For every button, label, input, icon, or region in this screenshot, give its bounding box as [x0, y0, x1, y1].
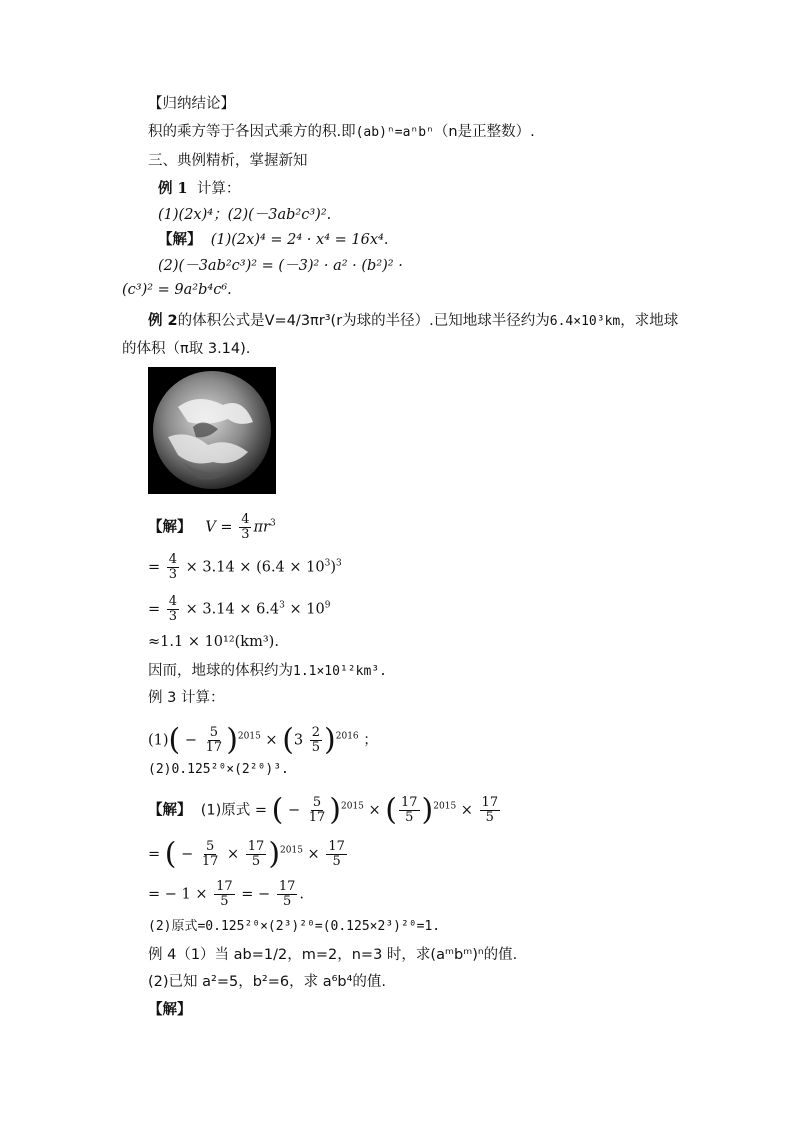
example-1-solution-2a: (2)(－3ab²c³)² = (－3)² · a² · (b²)² ·: [158, 258, 403, 274]
example-2-solution-1: 【解】 V = $\frac{4}{3}$ $\pi r^3$: [148, 512, 276, 542]
example-3-problem-1: (1)( − $\frac{5}{17}$ )$^{2015}$ × (3 $\frac{2}{5}$ )$^{2016}$ ；: [148, 722, 378, 758]
section-heading: 三、典例精析，掌握新知: [148, 153, 308, 169]
example-2-title: 例 2的体积公式是V=4/3πr³(r为球的半径）.已知地球半径约为6.4×10³km，求地球: [148, 313, 679, 329]
example-2-title-cont: 的体积（π取 3.14).: [122, 341, 251, 357]
conclusion-text: 积的乘方等于各因式乘方的积.即(ab)ⁿ=aⁿbⁿ（n是正整数）.: [148, 124, 535, 140]
example-2-solution-3: = $\frac{4}{3}$ × $3.14 \times 6.4^3 \times 10^9$: [148, 594, 331, 624]
example-1-solution-2b: (c³)² = 9a²b⁴c⁶.: [122, 282, 232, 298]
example-1-problem: (1)(2x)⁴；(2)(－3ab²c³)².: [158, 207, 332, 223]
example-3-solution-4: (2)原式=0.125²⁰×(2³)²⁰=(0.125×2³)²⁰=1.: [148, 919, 441, 934]
example-4-solution-label: 【解】: [148, 1002, 192, 1018]
example-2-solution-2: = $\frac{4}{3}$ × $3.14 \times (6.4 \times 10^3)^3$: [148, 552, 342, 582]
example-3-solution-1: 【解】 (1)原式 = ( − $\frac{5}{17}$ )$^{2015}$ × ( $\frac{17}{5}$ )$^{2015}$ × $\frac{17}{5}$: [148, 792, 499, 828]
example-2-solution-4: ≈1.1 × 10¹²(km³).: [148, 634, 279, 650]
example-3-title: 例 3 计算：: [148, 690, 225, 706]
conclusion-heading: 【归纳结论】: [148, 96, 235, 112]
example-3-solution-3: = − 1 × $\frac{17}{5}$ = − $\frac{17}{5}$ .: [148, 879, 304, 909]
example-3-problem-2: (2)0.125²⁰×(2²⁰)³.: [148, 762, 289, 777]
example-1-title: 例 1 计算：: [158, 180, 241, 197]
example-2-conclusion: 因而，地球的体积约为1.1×10¹²km³.: [148, 663, 387, 679]
example-4-problem-1: 例 4（1）当 ab=1/2，m=2，n=3 时，求(aᵐbᵐ)ⁿ的值.: [148, 947, 518, 963]
earth-photo-icon: [148, 367, 276, 494]
example-3-solution-2: = ( − $\frac{5}{17}$ × $\frac{17}{5}$ )$^{2015}$ × $\frac{17}{5}$: [148, 836, 345, 872]
example-1-solution-1: 【解】 (1)(2x)⁴ = 2⁴ · x⁴ = 16x⁴.: [158, 232, 389, 248]
example-4-problem-2: (2)已知 a²=5，b²=6，求 a⁶b⁴的值.: [148, 974, 387, 990]
